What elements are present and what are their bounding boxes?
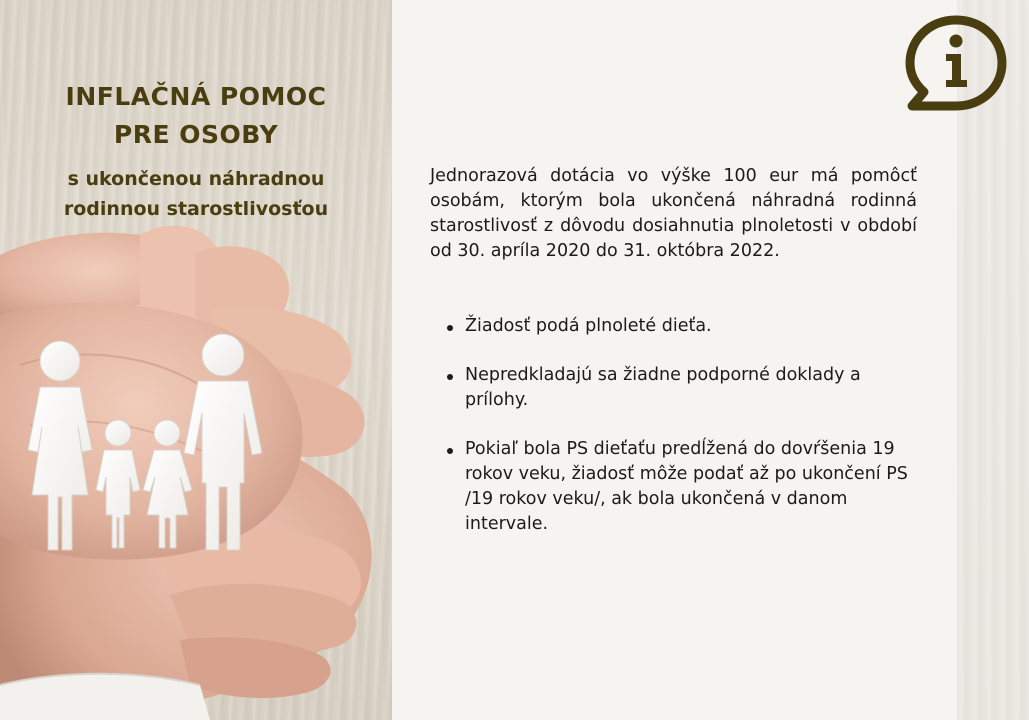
hands-family-photo — [0, 215, 392, 720]
subtitle-line-1: s ukončenou náhradnou — [67, 168, 325, 190]
page-title — [0, 78, 392, 154]
left-panel — [0, 0, 392, 720]
list-item — [430, 437, 920, 537]
bullet-icon — [447, 448, 453, 454]
list-item-text: Pokiaľ bola PS dieťaťu predĺžená do dovŕšenia 19 rokov veku, žiadosť môže podať až po ukončení PS /19 rokov veku/, ak bola ukončená v danom intervale. — [465, 439, 908, 534]
bullet-icon — [447, 325, 453, 331]
list-item — [430, 314, 920, 339]
bullet-list — [430, 314, 920, 561]
title-block — [0, 78, 392, 224]
subtitle-line-2: rodinnou starostlivosťou — [63, 198, 329, 220]
bullet-icon — [447, 374, 453, 380]
intro-paragraph: Jednorazová dotácia vo výške 100 eur má pomôcť osobám, ktorým bola ukončená náhradná rodinná starostlivosť z dôvodu dosiahnutia plnoletosti v období od 30. apríla 2020 do 31. októbra 2022. — [430, 166, 917, 261]
title-line-2: PRE OSOBY — [113, 120, 279, 149]
title-line-1: INFLAČNÁ POMOC — [65, 82, 327, 111]
list-item-text: Žiadosť podá plnoleté dieťa. — [465, 316, 712, 336]
list-item-text: Nepredkladajú sa žiadne podporné doklady a prílohy. — [465, 365, 861, 410]
info-speech-bubble-icon — [904, 14, 1008, 114]
list-item — [430, 363, 920, 413]
